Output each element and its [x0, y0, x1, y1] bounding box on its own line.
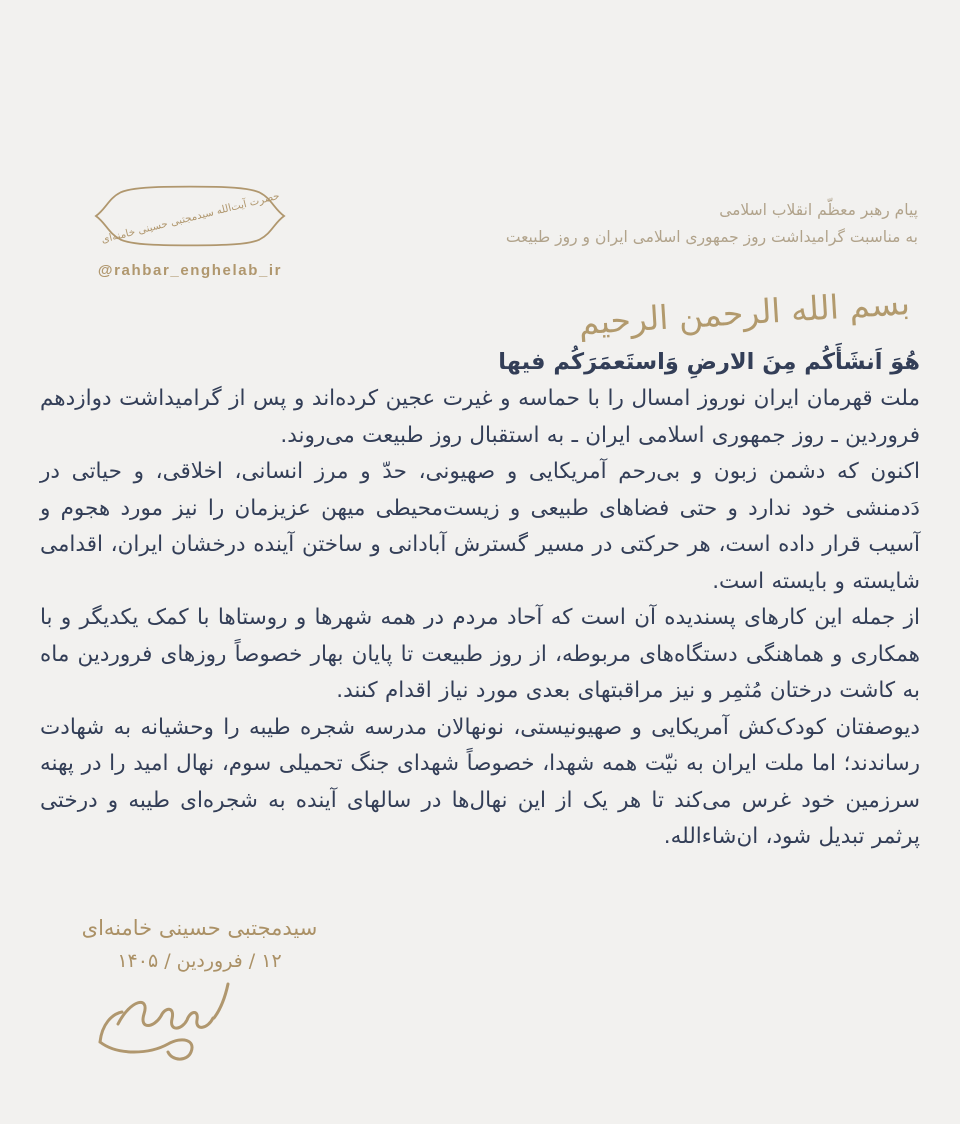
bismillah-calligraphy: بسم الله الرحمن الرحیم	[577, 283, 912, 343]
paragraph-3: از جمله این کارهای پسندیده آن است که آحاد مردم در همه شهرها و روستاها با کمک یکدیگر و با همکاری و هماهنگی دستگاه‌های مربوطه، از روز طبیعت تا پایان بهار خصوصاً روزهای فروردین ماه به کاشت درختان مُثمِر و نیز مراقبتهای بعدی مورد نیاز اقدام کنند.	[40, 605, 920, 703]
calligraphic-seal-icon	[92, 176, 288, 256]
header-line-2: به مناسبت گرامیداشت روز جمهوری اسلامی ایران و روز طبیعت	[505, 228, 918, 246]
header-line-1: پیام رهبر معظّم انقلاب اسلامی	[719, 201, 918, 219]
message-header	[506, 197, 918, 251]
signature-date: ۱۲ / فروردین / ۱۴۰۵	[117, 950, 282, 972]
paragraph-2: اکنون که دشمن زبون و بی‌رحم آمریکایی و صهیونی، حدّ و مرز انسانی، اخلاقی، و حیاتی در دَدمنشی خود ندارد و حتی فضاهای طبیعی و زیست‌محیطی میهن عزیزمان را نیز مورد هجوم و آسیب قرار داده است، هر حرکتی در مسیر گسترش آبادانی و ساختن آینده درخشان ایران، اقدامی شایسته و بایسته است.	[40, 459, 920, 594]
paragraph-1: ملت قهرمان ایران نوروز امسال را با حماسه و غیرت عجین کرده‌اند و پس از گرامیداشت دوازدهم فروردین ـ روز جمهوری اسلامی ایران ـ به استقبال روز طبیعت می‌روند.	[40, 386, 920, 448]
signature-name: سیدمجتبی حسینی خامنه‌ای	[81, 916, 318, 940]
signature-block	[52, 916, 347, 972]
seal-text: حضرت آیت‌الله سیدمجتبی حسینی خامنه‌ای	[100, 189, 281, 246]
quran-verse: هُوَ اَنشَأَکُم مِنَ الارضِ وَاستَعمَرَکُم فیها	[498, 349, 920, 375]
letter-body	[40, 344, 920, 856]
leader-seal-block	[92, 176, 288, 279]
social-handle: @rahbar_enghelab_ir	[97, 262, 283, 279]
paragraph-4: دیوصفتان کودک‌کش آمریکایی و صهیونیستی، نونهالان مدرسه شجره طیبه را وحشیانه به شهادت رساندند؛ اما ملت ایران به نیّت همه شهدا، خصوصاً شهدای جنگ تحمیلی سوم، نهال امید را در پهنه سرزمین خود غرس می‌کند تا هر یک از این نهال‌ها در سالهای آینده به شجره‌ای طیبه و درختی پرثمر تبدیل شود، ان‌شاءالله.	[40, 714, 920, 849]
handwritten-signature-icon	[88, 978, 253, 1078]
